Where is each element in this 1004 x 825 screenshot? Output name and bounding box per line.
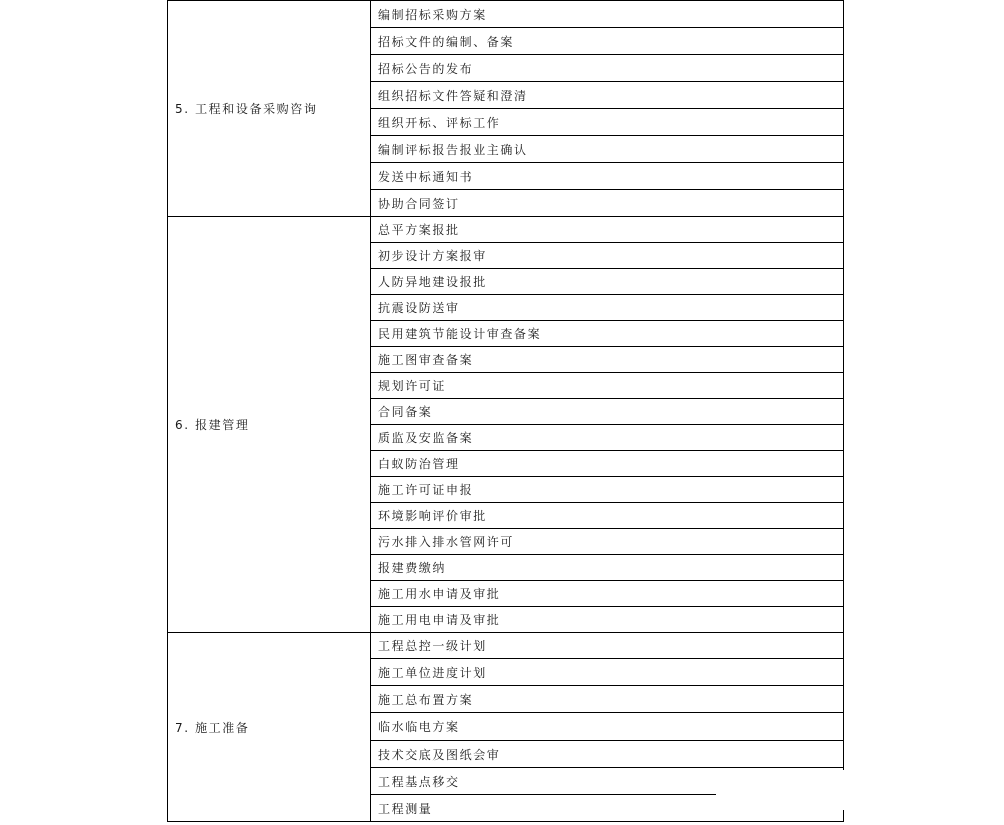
category-cell: 5. 工程和设备采购咨询 [168, 1, 371, 217]
item-cell: 施工图审查备案 [371, 347, 844, 373]
page-cut-edge [843, 770, 846, 810]
item-cell: 人防异地建设报批 [371, 269, 844, 295]
item-cell: 民用建筑节能设计审查备案 [371, 321, 844, 347]
item-cell: 报建费缴纳 [371, 555, 844, 581]
item-cell: 施工用水申请及审批 [371, 581, 844, 607]
item-cell: 临水临电方案 [371, 713, 844, 741]
item-cell: 污水排入排水管网许可 [371, 529, 844, 555]
item-cell: 施工总布置方案 [371, 686, 844, 713]
item-cell: 技术交底及图纸会审 [371, 741, 844, 768]
item-cell: 编制评标报告报业主确认 [371, 136, 844, 163]
item-cell: 白蚁防治管理 [371, 451, 844, 477]
item-cell: 环境影响评价审批 [371, 503, 844, 529]
item-cell: 编制招标采购方案 [371, 1, 844, 28]
item-cell: 初步设计方案报审 [371, 243, 844, 269]
item-cell: 发送中标通知书 [371, 163, 844, 190]
item-cell: 协助合同签订 [371, 190, 844, 217]
item-cell: 质监及安监备案 [371, 425, 844, 451]
item-cell: 合同备案 [371, 399, 844, 425]
table-row [168, 217, 844, 243]
item-cell: 招标公告的发布 [371, 55, 844, 82]
item-cell: 施工许可证申报 [371, 477, 844, 503]
table-row [168, 1, 844, 28]
service-scope-table [167, 0, 844, 822]
item-cell: 组织招标文件答疑和澄清 [371, 82, 844, 109]
item-cell: 组织开标、评标工作 [371, 109, 844, 136]
category-cell: 7. 施工准备 [168, 633, 371, 822]
item-cell: 招标文件的编制、备案 [371, 28, 844, 55]
item-cell: 工程基点移交 [371, 768, 844, 795]
item-cell: 工程总控一级计划 [371, 633, 844, 659]
item-cell: 施工单位进度计划 [371, 659, 844, 686]
category-cell: 6. 报建管理 [168, 217, 371, 633]
item-cell: 总平方案报批 [371, 217, 844, 243]
table-row [168, 633, 844, 659]
page-cut-edge [716, 794, 845, 796]
item-cell: 抗震设防送审 [371, 295, 844, 321]
item-cell: 工程测量 [371, 795, 844, 822]
item-cell: 施工用电申请及审批 [371, 607, 844, 633]
item-cell: 规划许可证 [371, 373, 844, 399]
